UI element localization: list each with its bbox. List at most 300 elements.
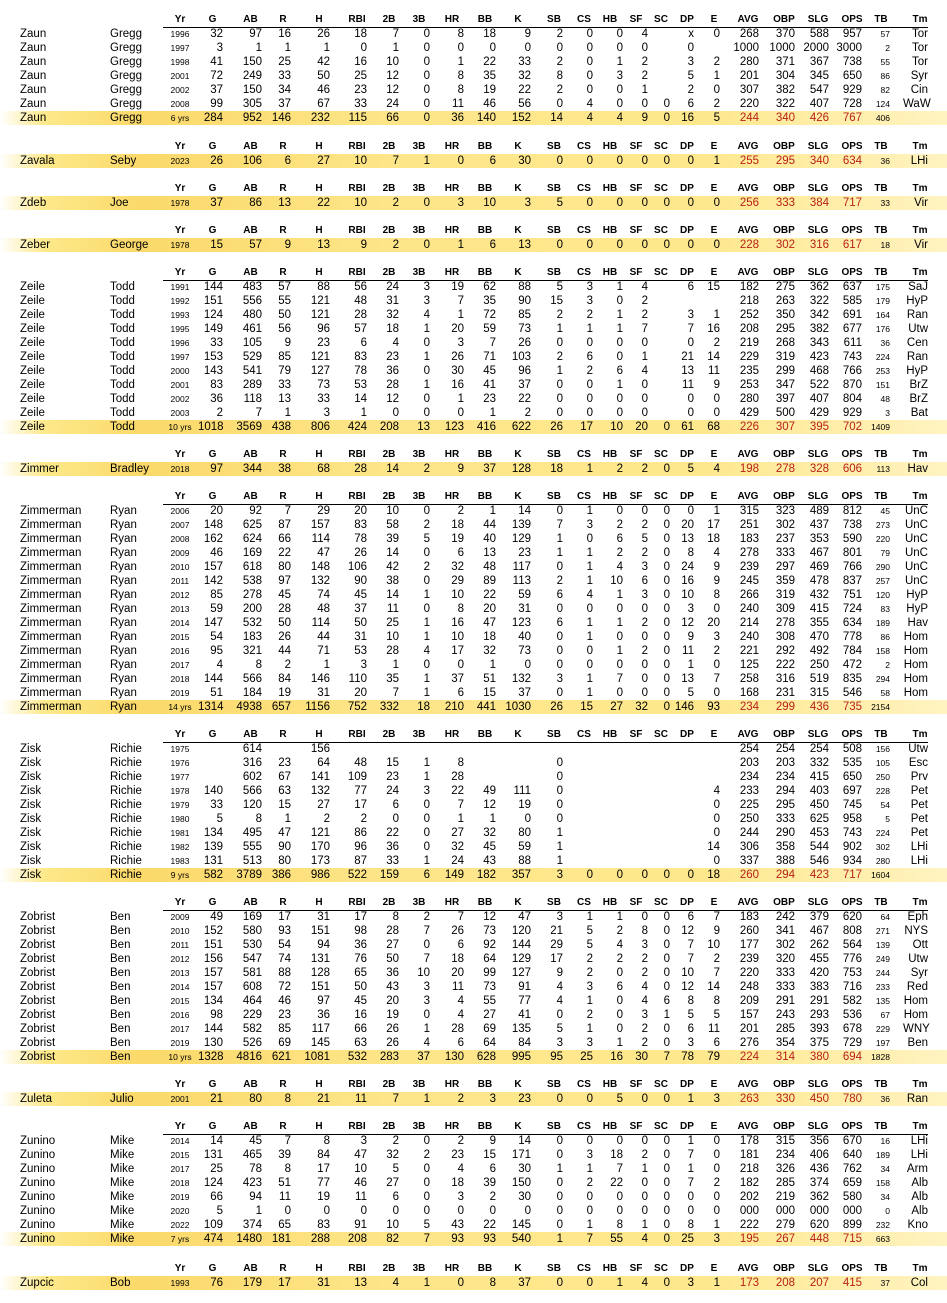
stat-h: 127 xyxy=(310,365,330,377)
stat-avg: 222 xyxy=(739,1219,759,1231)
stat-ops: 870 xyxy=(842,379,862,391)
stat-r: 2 xyxy=(284,659,291,671)
stat-sc xyxy=(650,784,670,798)
stat-bb: 64 xyxy=(483,1037,496,1049)
stat-sb: 0 xyxy=(556,645,563,657)
total-ab: 1480 xyxy=(236,1233,262,1245)
stat-h: 170 xyxy=(310,841,330,853)
column-header-bb: BB xyxy=(477,491,493,502)
first-name: Ben xyxy=(110,925,131,937)
career-total-row xyxy=(0,700,947,714)
column-header-ops: OPS xyxy=(841,449,863,460)
stat-2b: 2 xyxy=(392,1135,399,1147)
stat-ab: 461 xyxy=(242,323,262,335)
total-e: 93 xyxy=(707,701,720,713)
stat-bb: 32 xyxy=(483,827,496,839)
column-header-cs: CS xyxy=(577,14,591,25)
first-name: Joe xyxy=(110,197,129,209)
last-name: Zisk xyxy=(20,743,42,755)
stat-sc: 0 xyxy=(663,1177,670,1189)
stat-h: 151 xyxy=(310,925,330,937)
stat-2b: 12 xyxy=(386,84,399,96)
stat-avg: 337 xyxy=(739,855,759,867)
stat-tm: Arm xyxy=(906,1163,928,1175)
stat-avg: 220 xyxy=(739,98,759,110)
column-header-yr: Yr xyxy=(174,225,186,236)
stat-tb: 189 xyxy=(875,618,890,628)
last-name: Zimmerman xyxy=(20,603,82,615)
stat-2b: 22 xyxy=(386,827,399,839)
stat-sf: 4 xyxy=(641,28,648,40)
column-header-2b: 2B xyxy=(382,225,396,236)
stat-sf: 0 xyxy=(641,505,648,517)
stat-sb: 0 xyxy=(556,1219,563,1231)
stat-r: 79 xyxy=(278,365,291,377)
total-yr: 7 yrs xyxy=(170,1234,190,1244)
stat-g: 36 xyxy=(210,393,223,405)
stat-slg: 519 xyxy=(809,673,829,685)
total-cs: 15 xyxy=(580,701,593,713)
column-header-hr: HR xyxy=(444,449,460,460)
stat-ops: 778 xyxy=(842,631,862,643)
total-e: 0 xyxy=(713,197,720,209)
column-header-avg: AVG xyxy=(737,729,759,740)
stat-ops: 472 xyxy=(842,659,862,671)
column-header-e: E xyxy=(710,267,718,278)
stat-k: 0 xyxy=(524,813,531,825)
stat-rbi: 109 xyxy=(347,771,367,783)
stat-hb: 4 xyxy=(616,939,623,951)
column-header-cs: CS xyxy=(577,1079,591,1090)
stat-yr: 2001 xyxy=(170,71,190,81)
stat-3b: 0 xyxy=(423,98,430,110)
column-header-k: K xyxy=(514,183,522,194)
stat-k: 59 xyxy=(518,841,531,853)
stat-g: 25 xyxy=(210,1163,223,1175)
stat-tm: HyP xyxy=(906,589,928,601)
total-avg: 195 xyxy=(739,1233,759,1245)
stat-hr: 3 xyxy=(457,337,464,349)
stat-dp: 0 xyxy=(687,42,694,54)
stat-sf: 2 xyxy=(641,967,648,979)
stat-k: 47 xyxy=(518,911,531,923)
stat-tm: Ben xyxy=(907,1037,928,1049)
stat-dp: 6 xyxy=(687,98,694,110)
stat-ab: 374 xyxy=(242,1219,262,1231)
season-row xyxy=(0,1022,947,1036)
stat-tb: 164 xyxy=(875,310,890,320)
stat-hb: 0 xyxy=(616,631,623,643)
total-cs: 0 xyxy=(586,1277,593,1289)
stat-avg: 254 xyxy=(739,743,759,755)
last-name: Zunino xyxy=(20,1177,56,1189)
column-header-k: K xyxy=(514,1121,522,1132)
stat-tb: 3 xyxy=(885,408,890,418)
stat-hr: 20 xyxy=(451,967,464,979)
stat-tm: Ott xyxy=(912,939,928,951)
stat-slg: 415 xyxy=(809,771,829,783)
stat-avg: 239 xyxy=(739,561,759,573)
stat-yr: 1993 xyxy=(170,310,190,320)
first-name: Todd xyxy=(110,407,135,419)
stat-sf: 0 xyxy=(641,98,648,110)
total-sb: 26 xyxy=(550,421,563,433)
stat-sb: 2 xyxy=(556,56,563,68)
total-dp: 0 xyxy=(687,869,694,881)
first-name: Seby xyxy=(110,155,137,167)
stat-tm: Hom xyxy=(903,645,928,657)
stat-tm: Tor xyxy=(912,56,928,68)
stat-dp xyxy=(672,798,694,812)
stat-r: 46 xyxy=(278,995,291,1007)
stat-h: 74 xyxy=(317,589,330,601)
stat-slg: 470 xyxy=(809,631,829,643)
column-header-dp: DP xyxy=(680,1263,694,1274)
stat-avg: 220 xyxy=(739,967,759,979)
stat-k: 30 xyxy=(518,1191,531,1203)
column-header-2b: 2B xyxy=(382,897,396,908)
column-header-3b: 3B xyxy=(412,14,426,25)
stat-avg: 1000 xyxy=(733,42,759,54)
stat-ab: 581 xyxy=(242,967,262,979)
stat-e: 9 xyxy=(713,575,720,587)
total-dp: 25 xyxy=(681,1233,694,1245)
total-tb: 1828 xyxy=(871,1052,890,1062)
stat-3b: 3 xyxy=(423,785,430,797)
column-header-slg: SLG xyxy=(807,225,829,236)
stat-ab: 625 xyxy=(242,519,262,531)
stat-e: 10 xyxy=(707,939,720,951)
total-avg: 228 xyxy=(739,239,759,251)
stat-tb: 55 xyxy=(880,57,890,67)
column-header-sb: SB xyxy=(547,1263,561,1274)
stat-dp: 13 xyxy=(681,533,694,545)
stat-e: 15 xyxy=(707,281,720,293)
column-header-cs: CS xyxy=(577,1121,591,1132)
stat-hr: 16 xyxy=(451,617,464,629)
stat-cs xyxy=(573,812,593,826)
stat-obp: 275 xyxy=(775,281,795,293)
stat-avg: 307 xyxy=(739,84,759,96)
stat-yr: 1981 xyxy=(170,828,190,838)
column-header-dp: DP xyxy=(680,729,694,740)
last-name: Zimmerman xyxy=(20,645,82,657)
stat-dp: 0 xyxy=(687,407,694,419)
stat-yr: 2009 xyxy=(170,912,190,922)
single-season-row xyxy=(0,154,947,168)
stat-obp: 315 xyxy=(775,1135,795,1147)
stat-3b: 0 xyxy=(423,42,430,54)
stat-hb: 22 xyxy=(610,1177,623,1189)
stat-sc xyxy=(650,742,670,756)
stat-hb: 4 xyxy=(616,561,623,573)
stat-r: 50 xyxy=(278,617,291,629)
stat-g: 151 xyxy=(203,939,223,951)
stat-g: 99 xyxy=(210,98,223,110)
stat-tm: Bat xyxy=(910,407,928,419)
stat-obp: 234 xyxy=(775,771,795,783)
first-name: Todd xyxy=(110,323,135,335)
stat-rbi: 31 xyxy=(354,631,367,643)
total-3b: 0 xyxy=(423,197,430,209)
stat-obp: 326 xyxy=(775,1163,795,1175)
stat-bb: 99 xyxy=(483,967,496,979)
total-sb: 5 xyxy=(556,197,563,209)
stat-2b: 35 xyxy=(386,673,399,685)
total-ab: 344 xyxy=(242,463,262,475)
stat-e: 17 xyxy=(707,519,720,531)
total-sc: 0 xyxy=(663,239,670,251)
column-header-r: R xyxy=(279,14,287,25)
stat-rbi xyxy=(333,742,367,756)
total-sc: 0 xyxy=(663,155,670,167)
stat-ab: 316 xyxy=(242,757,262,769)
stat-h: 3 xyxy=(323,407,330,419)
column-header-hr: HR xyxy=(444,225,460,236)
total-tm: Vir xyxy=(914,197,928,209)
stat-yr: 1997 xyxy=(170,352,190,362)
single-season-row xyxy=(0,196,947,210)
column-header-yr: Yr xyxy=(174,449,186,460)
stat-e: 0 xyxy=(713,827,720,839)
stat-hr: 4 xyxy=(457,995,464,1007)
total-sb: 26 xyxy=(550,701,563,713)
stat-sc: 0 xyxy=(663,617,670,629)
stat-r: 80 xyxy=(278,855,291,867)
stat-obp: 285 xyxy=(775,1177,795,1189)
total-3b: 0 xyxy=(423,239,430,251)
column-header-tb: TB xyxy=(874,449,888,460)
stat-yr: 2016 xyxy=(170,646,190,656)
stat-ops: 728 xyxy=(842,98,862,110)
stat-sf: 0 xyxy=(641,337,648,349)
stat-r: 17 xyxy=(278,911,291,923)
stat-r: 85 xyxy=(278,351,291,363)
total-hb: 1 xyxy=(616,1277,623,1289)
stat-obp: 000 xyxy=(775,1205,795,1217)
last-name: Zunino xyxy=(20,1219,56,1231)
stat-3b: 0 xyxy=(423,365,430,377)
column-header-k: K xyxy=(514,449,522,460)
stat-e: 0 xyxy=(713,855,720,867)
first-name: Mike xyxy=(110,1205,135,1217)
stat-avg: 239 xyxy=(739,953,759,965)
first-name: Ben xyxy=(110,911,131,923)
stat-tb: 16 xyxy=(880,1136,890,1146)
column-header-rbi: RBI xyxy=(348,897,366,908)
stat-sf: 4 xyxy=(641,281,648,293)
season-row xyxy=(0,308,947,322)
stat-avg: 250 xyxy=(739,813,759,825)
total-3b: 1 xyxy=(423,155,430,167)
column-header-row xyxy=(0,448,947,462)
column-header-ops: OPS xyxy=(841,267,863,278)
stat-tb: 224 xyxy=(875,352,890,362)
stat-rbi: 11 xyxy=(355,1191,367,1203)
stat-sb: 1 xyxy=(556,855,563,867)
stat-3b: 5 xyxy=(423,533,430,545)
stat-obp: 304 xyxy=(775,70,795,82)
last-name: Zobrist xyxy=(20,967,56,979)
stat-obp: 263 xyxy=(775,295,795,307)
total-g: 21 xyxy=(210,1093,223,1105)
stat-tb: 82 xyxy=(880,85,890,95)
last-name: Zisk xyxy=(20,841,42,853)
total-k: 540 xyxy=(511,1233,531,1245)
total-slg: 448 xyxy=(809,1233,829,1245)
column-header-r: R xyxy=(279,141,287,152)
total-avg: 224 xyxy=(739,1051,759,1063)
stat-dp xyxy=(672,826,694,840)
stat-ops: 738 xyxy=(842,519,862,531)
total-slg: 316 xyxy=(809,239,829,251)
stat-r: 33 xyxy=(278,70,291,82)
season-row xyxy=(0,672,947,686)
stat-hb: 2 xyxy=(616,547,623,559)
stat-obp: 243 xyxy=(775,1009,795,1021)
stat-e: 14 xyxy=(707,981,720,993)
stat-2b: 24 xyxy=(386,98,399,110)
first-name: Bradley xyxy=(110,463,149,475)
season-row xyxy=(0,41,947,55)
stat-g: 5 xyxy=(216,813,223,825)
stat-ab: 464 xyxy=(242,995,262,1007)
total-rbi: 13 xyxy=(354,1277,367,1289)
stat-slg: 332 xyxy=(809,757,829,769)
stat-sf: 2 xyxy=(641,56,648,68)
stat-tb: 158 xyxy=(875,1178,890,1188)
stat-sc xyxy=(650,840,670,854)
stat-bb: 47 xyxy=(483,617,496,629)
stat-dp: 9 xyxy=(687,631,694,643)
stat-e: 2 xyxy=(713,953,720,965)
column-header-hb: HB xyxy=(602,14,618,25)
column-header-bb: BB xyxy=(477,729,493,740)
stat-k: 80 xyxy=(518,827,531,839)
stat-bb: 9 xyxy=(489,1135,496,1147)
stat-sc xyxy=(650,756,670,770)
last-name: Zimmerman xyxy=(20,547,82,559)
stat-sc xyxy=(650,826,670,840)
first-name: Ryan xyxy=(110,687,137,699)
stat-cs: 0 xyxy=(586,393,593,405)
stat-ab: 541 xyxy=(242,365,262,377)
stat-sf: 5 xyxy=(641,533,648,545)
column-header-h: H xyxy=(315,1263,323,1274)
stat-obp: 299 xyxy=(775,365,795,377)
stat-sf xyxy=(626,756,648,770)
stat-slg: 469 xyxy=(809,561,829,573)
stat-avg: 268 xyxy=(739,28,759,40)
stat-hb: 0 xyxy=(616,1009,623,1021)
stat-cs: 1 xyxy=(586,561,593,573)
total-g: 76 xyxy=(210,1277,223,1289)
first-name: Richie xyxy=(110,827,142,839)
stat-3b: 4 xyxy=(423,1037,430,1049)
stat-avg: 280 xyxy=(739,393,759,405)
stat-hb: 0 xyxy=(616,1135,623,1147)
stat-hr: 24 xyxy=(451,855,464,867)
stat-k: 59 xyxy=(518,589,531,601)
column-header-slg: SLG xyxy=(807,14,829,25)
season-row xyxy=(0,504,947,518)
stat-ops: 745 xyxy=(842,799,862,811)
stat-ops: 650 xyxy=(842,771,862,783)
stat-cs: 2 xyxy=(586,1009,593,1021)
stat-yr: 1992 xyxy=(170,296,190,306)
stat-avg: 315 xyxy=(739,505,759,517)
stat-ops: 801 xyxy=(842,547,862,559)
stat-sf: 0 xyxy=(641,393,648,405)
total-avg: 244 xyxy=(739,112,759,124)
total-hb: 2 xyxy=(616,463,623,475)
column-header-sb: SB xyxy=(547,141,561,152)
total-k: 30 xyxy=(518,155,531,167)
stat-avg: 280 xyxy=(739,56,759,68)
total-ab: 106 xyxy=(242,155,262,167)
single-season-row xyxy=(0,1276,947,1290)
stat-rbi: 50 xyxy=(354,981,367,993)
stat-h: 121 xyxy=(310,351,330,363)
stat-hr: 7 xyxy=(457,295,464,307)
stat-sc: 0 xyxy=(663,1163,670,1175)
total-h: 68 xyxy=(317,463,330,475)
stat-e: 7 xyxy=(713,673,720,685)
column-header-sc: SC xyxy=(654,1263,668,1274)
stat-2b: 0 xyxy=(392,1205,399,1217)
column-header-row xyxy=(0,1262,947,1276)
stat-sc xyxy=(650,798,670,812)
stat-cs: 3 xyxy=(586,519,593,531)
stat-rbi: 53 xyxy=(354,379,367,391)
stat-k: 91 xyxy=(518,981,531,993)
stat-sf xyxy=(626,784,648,798)
stat-rbi: 53 xyxy=(354,645,367,657)
stat-h: 19 xyxy=(317,1191,330,1203)
season-row xyxy=(0,336,947,350)
stat-cs: 2 xyxy=(586,953,593,965)
stat-sc xyxy=(650,336,670,350)
stat-h: 121 xyxy=(310,295,330,307)
column-header-g: G xyxy=(208,449,217,460)
total-3b: 7 xyxy=(423,1233,430,1245)
column-header-hr: HR xyxy=(444,1263,460,1274)
total-g: 26 xyxy=(210,155,223,167)
career-total-row xyxy=(0,420,947,434)
column-header-slg: SLG xyxy=(807,183,829,194)
career-total-row xyxy=(0,1050,947,1064)
stat-k: 117 xyxy=(512,561,531,573)
stat-hb: 2 xyxy=(616,519,623,531)
stat-cs: 0 xyxy=(586,659,593,671)
column-header-ab: AB xyxy=(243,267,258,278)
stat-ab: 1 xyxy=(255,42,262,54)
stat-rbi: 2 xyxy=(360,813,367,825)
stat-r: 80 xyxy=(278,561,291,573)
stat-g: 109 xyxy=(203,1219,223,1231)
stat-bb: 73 xyxy=(483,981,496,993)
stat-k: 9 xyxy=(524,28,531,40)
stat-e: 7 xyxy=(713,967,720,979)
total-bb: 140 xyxy=(476,112,496,124)
stat-ab: 169 xyxy=(242,547,262,559)
stat-r: 15 xyxy=(278,799,291,811)
stat-sc: 0 xyxy=(663,687,670,699)
stat-tb: 48 xyxy=(880,394,890,404)
stat-tm: HyP xyxy=(906,365,928,377)
stat-sc: 0 xyxy=(663,659,670,671)
season-row xyxy=(0,574,947,588)
